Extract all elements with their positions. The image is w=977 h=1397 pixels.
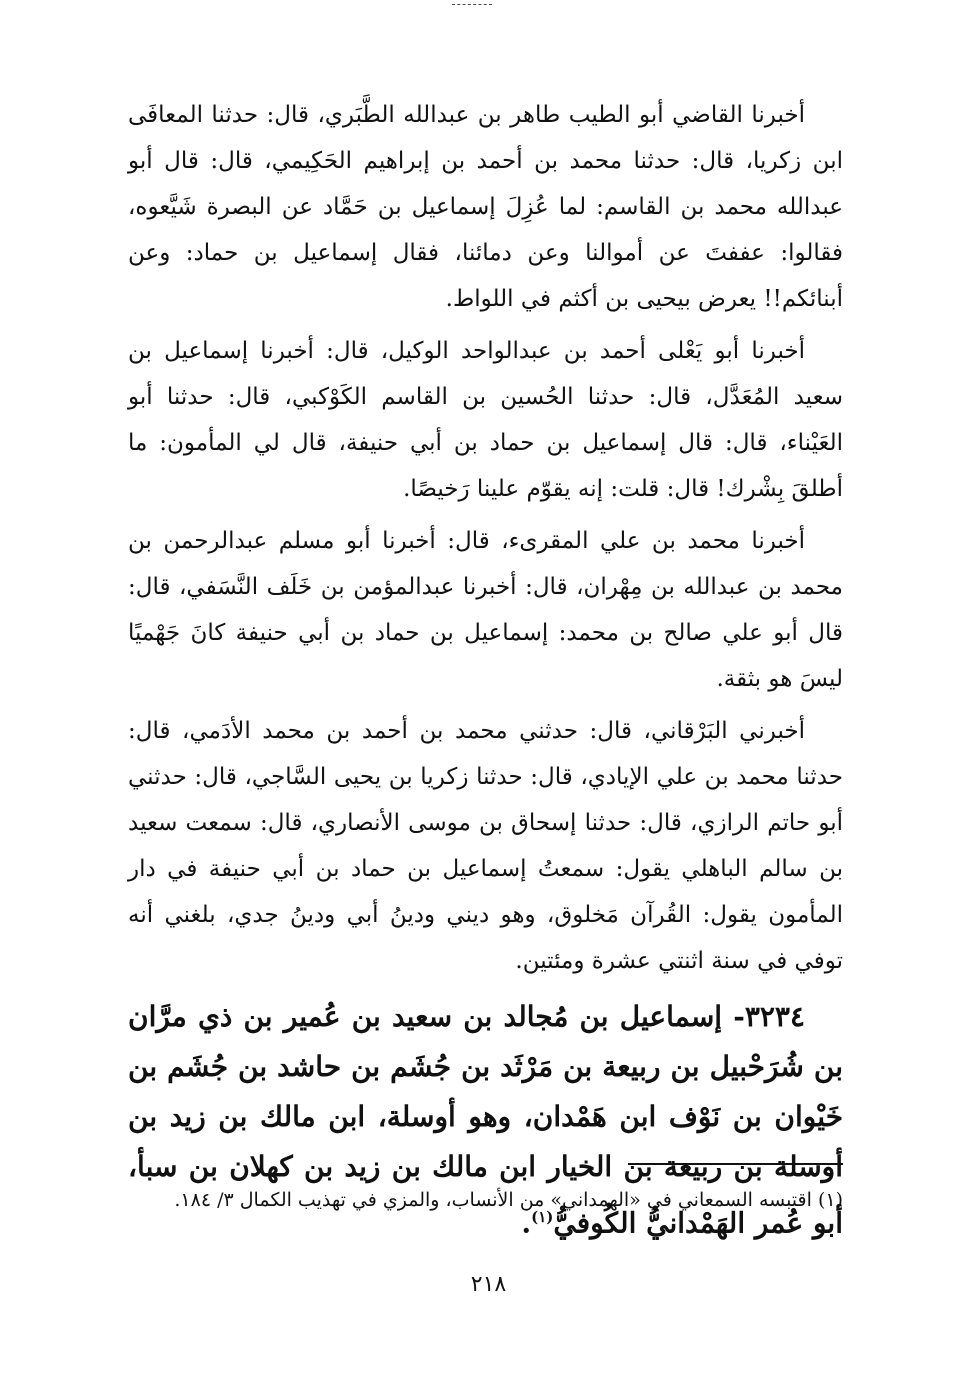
entry-text: ٣٢٣٤- إسماعيل بن مُجالد بن سعيد بن عُمير بن ذي مرَّان بن شُرَحْبيل بن ربيعة بن مَرْثَد بن جُشَم بن حاشد بن جُشَم بن خَيْوان بن نَوْف ابن هَمْدان، وهو أوسلة، ابن مالك بن زيد بن أوسلة بن ربيعة بن الخيار ابن مالك بن زيد بن كهلان بن سبأ، أبو عُمر الهَمْدانيُّ الكُوفيُّ bbox=[128, 1000, 843, 1240]
entry-end-mark: . bbox=[521, 1206, 532, 1240]
paragraph-2: أخبرنا أبو يَعْلى أحمد بن عبدالواحد الوكيل، قال: أخبرنا إسماعيل بن سعيد المُعَدَّل، قال: حدثنا الحُسين بن القاسم الكَوْكبي، قال: حدثنا أبو العَيْناء، قال: قال إسماعيل بن حماد بن أبي حنيفة، قال لي المأمون: ما أطلقَ بِشْرك! قال: قلت: إنه يقوّم علينا رَخيصًا. bbox=[128, 338, 843, 502]
paragraph-1: أخبرنا القاضي أبو الطيب طاهر بن عبدالله الطَّبَري، قال: حدثنا المعافَى ابن زكريا، قال: حدثنا محمد بن أحمد بن إبراهيم الحَكِيمي، قال: قال أبو عبدالله محمد بن القاسم: لما عُزِلَ إسماعيل بن حَمَّاد عن البصرة شَيَّعوه، فقالوا: عففتَ عن أموالنا وعن دمائنا، فقال إسماعيل بن حماد: وعن أبنائكم!! يعرض بيحيى بن أكثم في اللواط. bbox=[128, 102, 843, 312]
scan-top-mark bbox=[452, 4, 492, 7]
main-text bbox=[128, 92, 843, 1248]
footnote-separator bbox=[628, 1163, 843, 1165]
paragraph-3: أخبرنا محمد بن علي المقرىء، قال: أخبرنا أبو مسلم عبدالرحمن بن محمد بن عبدالله بن مِهْران، قال: أخبرنا عبدالمؤمن بن خَلَف النَّسَفي، قال: قال أبو علي صالح بن محمد: إسماعيل بن حماد بن أبي حنيفة كانَ جَهْميًا ليسَ هو بثقة. bbox=[128, 528, 843, 692]
page-number: ٢١٨ bbox=[470, 1272, 507, 1297]
footnote: (١) اقتبسه السمعاني في «الهمداني» من الأنساب، والمزي في تهذيب الكمال ٣/ ١٨٤. bbox=[174, 1189, 843, 1211]
paragraph-4: أخبرني البَرْقاني، قال: حدثني محمد بن أحمد بن محمد الأدَمي، قال: حدثنا محمد بن علي الإيادي، قال: حدثنا زكريا بن يحيى السَّاجي، قال: حدثني أبو حاتم الرازي، قال: حدثنا إسحاق بن موسى الأنصاري، قال: سمعت سعيد بن سالم الباهلي يقول: سمعتُ إسماعيل بن حماد بن أبي حنيفة في دار المأمون يقول: القُرآن مَخلوق، وهو ديني ودينُ أبي ودينُ جدي، بلغني أنه توفي في سنة اثنتي عشرة ومئتين. bbox=[128, 718, 843, 974]
footnote-marker[interactable]: (١) bbox=[531, 1208, 554, 1226]
